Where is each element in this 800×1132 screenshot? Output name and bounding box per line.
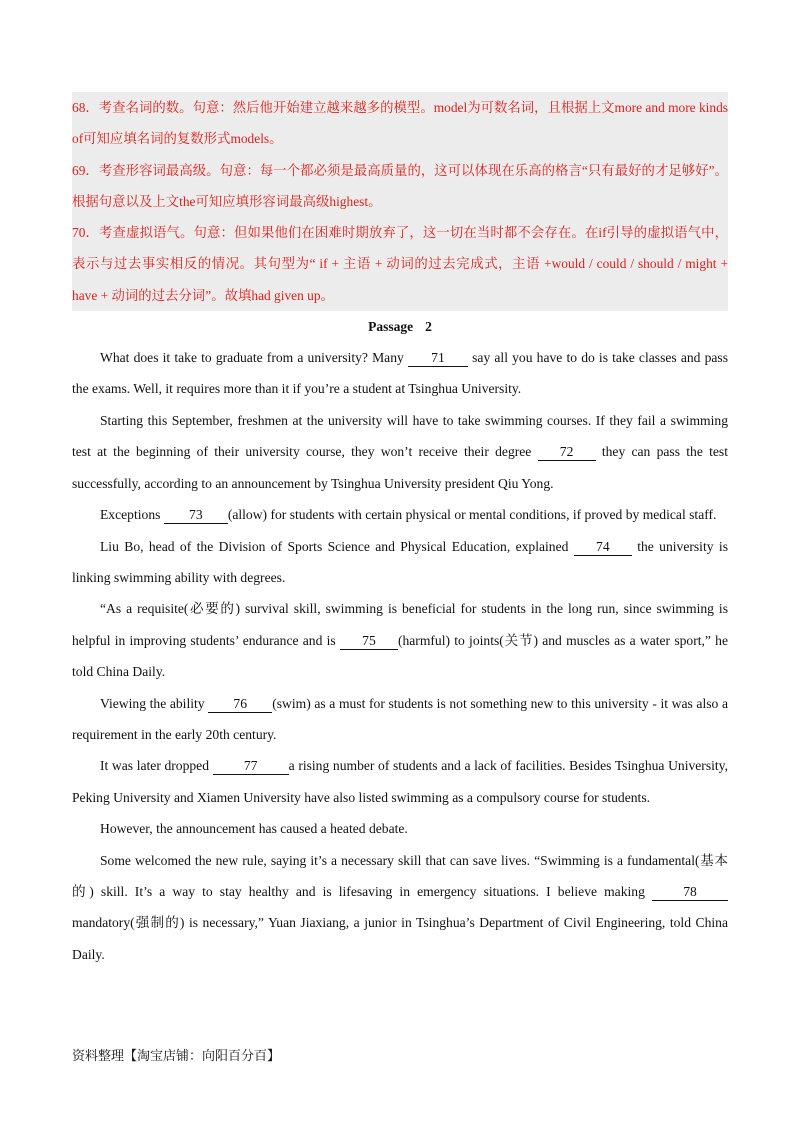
paragraph-text: mandatory(强制的) is necessary,” Yuan Jiaxiang, a junior in Tsinghua’s Department of Civil Engineering, told China Daily. (72, 915, 728, 962)
blank-73: 73 (164, 507, 228, 524)
passage-body (72, 342, 728, 970)
passage-title (72, 311, 728, 342)
blank-74: 74 (574, 539, 632, 556)
page-footer: 资料整理【淘宝店铺：向阳百分百】 (72, 1049, 281, 1064)
paragraph-text: Liu Bo, head of the Division of Sports Science and Physical Education, explained (100, 538, 569, 554)
paragraph-text: (harmful) to joints(关节) and muscles as a water sport,” he told China Daily. (72, 632, 728, 680)
paragraph-7 (72, 750, 728, 813)
answer-68: 68．考查名词的数。句意：然后他开始建立越来越多的模型。model为可数名词，且根据上文more and more kinds of可知应填名词的复数形式models。 (72, 100, 728, 147)
paragraph-text: (allow) for students with certain physical or mental conditions, if proved by medical staff. (227, 507, 717, 523)
paragraph-text: say all you have to do is take classes and pass the exams. Well, it requires more than it if you’re a student at Tsinghua University. (72, 350, 729, 397)
blank-77: 77 (213, 758, 289, 775)
paragraph-text: What does it take to graduate from a university? Many (100, 350, 404, 366)
blank-72: 72 (538, 444, 596, 461)
paragraph-8: However, the announcement has caused a heated debate. (100, 821, 408, 837)
paragraph-2 (72, 405, 728, 499)
blank-75: 75 (340, 633, 398, 650)
blank-71: 71 (408, 350, 468, 367)
paragraph-text: (swim) as a must for students is not something new to this university - it was also a requirement in the early 20th century. (72, 695, 728, 742)
paragraph-1 (72, 342, 728, 405)
paragraph-text: Exceptions (100, 507, 161, 523)
paragraph-text: Viewing the ability (100, 695, 205, 711)
paragraph-5 (72, 593, 728, 687)
paragraph-text: they can pass the test successfully, according to an announcement by Tsinghua University president Qiu Yong. (72, 444, 728, 491)
paragraph-text: a rising number of students and a lack of facilities. Besides Tsinghua University, Peking University and Xiamen University have also listed swimming as a compulsory course for students. (72, 758, 728, 805)
paragraph-text: It was later dropped (100, 758, 210, 774)
paragraph-text: the university is linking swimming ability with degrees. (72, 538, 728, 585)
blank-76: 76 (208, 696, 272, 713)
blank-78: 78 (652, 884, 728, 901)
paragraph-4 (72, 531, 728, 594)
answer-explanations (72, 92, 728, 311)
answer-69: 69．考查形容词最高级。句意：每一个都必须是最高质量的，这可以体现在乐高的格言“只有最好的才足够好”。根据句意以及上文the可知应填形容词最高级highest。 (72, 162, 728, 209)
passage-label: Passage (368, 319, 414, 335)
paragraph-text: Starting this September, freshmen at the university will have to take swimming courses. If they fail a swimming test at the beginning of their university course, they won’t receive their degree (72, 412, 728, 460)
paragraph-3 (72, 499, 728, 530)
passage-number: 2 (425, 319, 432, 335)
answer-70: 70．考查虚拟语气。句意：但如果他们在困难时期放弃了，这一切在当时都不会存在。在if引导的虚拟语气中，表示与过去事实相反的情况。其句型为“ if + 主语 + 动词的过去完成式，主语 +would / could / should / might + have + 动词的过去分词”。故填had given up。 (72, 225, 728, 303)
paragraph-9 (72, 845, 728, 971)
paragraph-text: “As a requisite(必要的) survival skill, swimming is beneficial for students in the long run, since swimming is helpful in improving students’ endurance and is (72, 601, 728, 648)
paragraph-text: Some welcomed the new rule, saying it’s a necessary skill that can save lives. “Swimming is a fundamental(基本的) skill. It’s a way to stay healthy and is lifesaving in emergency situations. I believe making (72, 852, 728, 899)
paragraph-6 (72, 688, 728, 751)
document-page (72, 92, 728, 970)
